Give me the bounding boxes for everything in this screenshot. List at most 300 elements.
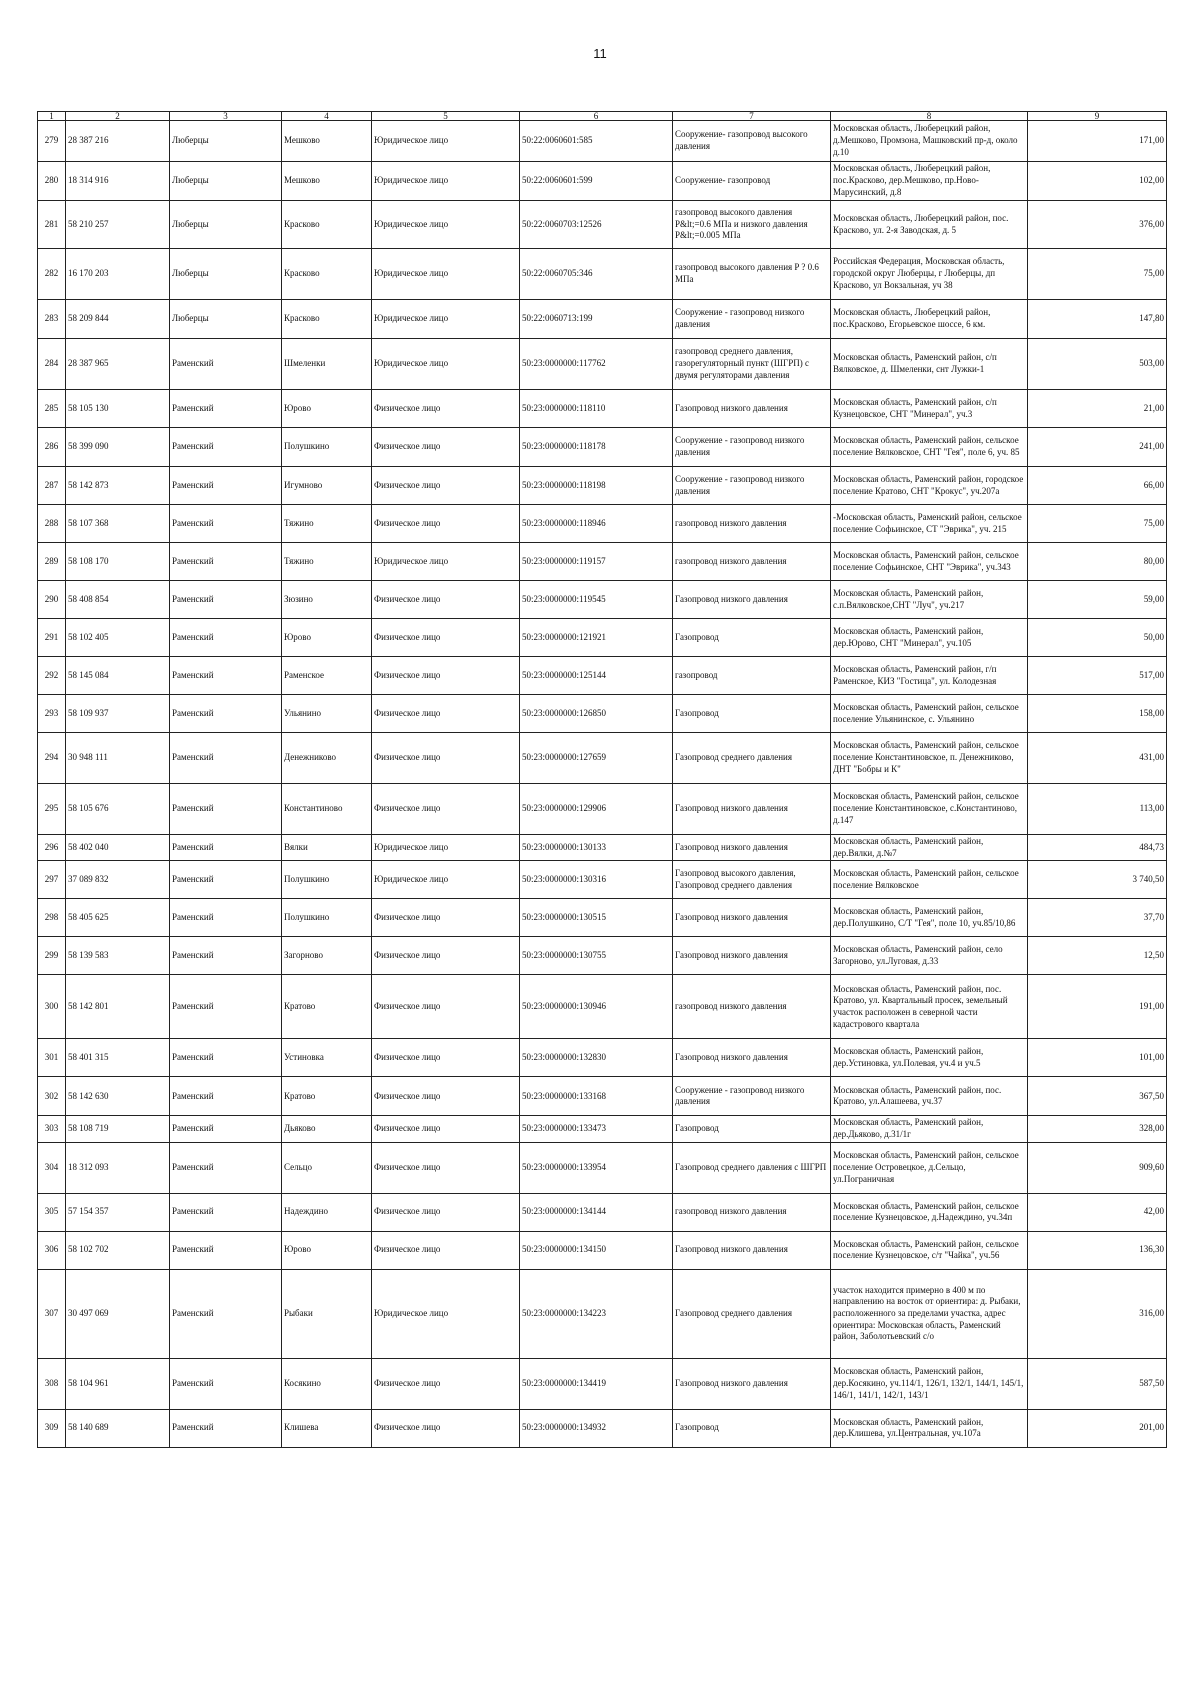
table-row — [38, 162, 1167, 201]
row-number-cell: 283 — [38, 300, 66, 339]
length-value-cell: 431,00 — [1028, 733, 1167, 784]
object-description-cell: Газопровод — [673, 1409, 831, 1447]
okved-code-cell: 58 408 854 — [66, 581, 170, 619]
object-description-cell: Сооружение - газопровод низкого давления — [673, 467, 831, 505]
locality-cell: Полушкино — [282, 428, 372, 467]
okved-code-cell: 37 089 832 — [66, 861, 170, 899]
row-number-cell: 279 — [38, 121, 66, 162]
cadastral-number-cell: 50:23:0000000:130316 — [520, 861, 673, 899]
row-number-cell: 306 — [38, 1231, 66, 1269]
cadastral-number-cell: 50:23:0000000:133168 — [520, 1077, 673, 1116]
locality-cell: Красково — [282, 249, 372, 300]
length-value-cell: 587,50 — [1028, 1358, 1167, 1409]
district-cell: Раменский — [170, 695, 282, 733]
cadastral-number-cell: 50:23:0000000:118198 — [520, 467, 673, 505]
locality-cell: Красково — [282, 300, 372, 339]
cadastral-number-cell: 50:22:0060703:12526 — [520, 201, 673, 249]
table-row — [38, 695, 1167, 733]
object-description-cell: Газопровод низкого давления — [673, 937, 831, 975]
object-description-cell: Газопровод среднего давления с ШГРП — [673, 1142, 831, 1193]
okved-code-cell: 58 405 625 — [66, 899, 170, 937]
address-cell: Московская область, Раменский район, с.п.Вялковское,СНТ "Луч", уч.217 — [831, 581, 1028, 619]
table-row — [38, 581, 1167, 619]
length-value-cell: 241,00 — [1028, 428, 1167, 467]
table-row — [38, 657, 1167, 695]
row-number-cell: 305 — [38, 1193, 66, 1231]
address-cell: Московская область, Раменский район, дер.Устиновка, ул.Полевая, уч.4 и уч.5 — [831, 1039, 1028, 1077]
address-cell: Московская область, Люберецкий район, д.Мешково, Промзона, Машковский пр-д, около д.10 — [831, 121, 1028, 162]
okved-code-cell: 28 387 965 — [66, 339, 170, 390]
cadastral-number-cell: 50:23:0000000:126850 — [520, 695, 673, 733]
address-cell: Московская область, Раменский район, дер.Вялки, д.№7 — [831, 835, 1028, 861]
column-number-header-row — [38, 112, 1167, 121]
length-value-cell: 101,00 — [1028, 1039, 1167, 1077]
length-value-cell: 147,80 — [1028, 300, 1167, 339]
locality-cell: Юрово — [282, 1231, 372, 1269]
cadastral-number-cell: 50:23:0000000:134223 — [520, 1269, 673, 1358]
length-value-cell: 37,70 — [1028, 899, 1167, 937]
owner-type-cell: Физическое лицо — [372, 733, 520, 784]
owner-type-cell: Физическое лицо — [372, 390, 520, 428]
row-number-cell: 281 — [38, 201, 66, 249]
row-number-cell: 291 — [38, 619, 66, 657]
district-cell: Люберцы — [170, 162, 282, 201]
locality-cell: Юрово — [282, 619, 372, 657]
locality-cell: Игумново — [282, 467, 372, 505]
district-cell: Раменский — [170, 543, 282, 581]
length-value-cell: 42,00 — [1028, 1193, 1167, 1231]
okved-code-cell: 58 108 719 — [66, 1116, 170, 1142]
cadastral-number-cell: 50:22:0060601:599 — [520, 162, 673, 201]
table-row — [38, 201, 1167, 249]
address-cell: Московская область, Раменский район, сельское поселение Софьинское, СНТ "Эврика", уч.343 — [831, 543, 1028, 581]
object-description-cell: газопровод среднего давления, газорегуляторный пункт (ШГРП) с двумя регуляторами давления — [673, 339, 831, 390]
okved-code-cell: 18 312 093 — [66, 1142, 170, 1193]
table-row — [38, 543, 1167, 581]
object-description-cell: Газопровод среднего давления — [673, 1269, 831, 1358]
okved-code-cell: 58 145 084 — [66, 657, 170, 695]
length-value-cell: 59,00 — [1028, 581, 1167, 619]
row-number-cell: 290 — [38, 581, 66, 619]
row-number-cell: 295 — [38, 784, 66, 835]
cadastral-number-cell: 50:23:0000000:134150 — [520, 1231, 673, 1269]
owner-type-cell: Физическое лицо — [372, 428, 520, 467]
owner-type-cell: Физическое лицо — [372, 1039, 520, 1077]
address-cell: Московская область, Раменский район, сельское поселение Островецкое, д.Сельцо, ул.Пограничная — [831, 1142, 1028, 1193]
owner-type-cell: Физическое лицо — [372, 505, 520, 543]
object-description-cell: газопровод низкого давления — [673, 543, 831, 581]
owner-type-cell: Физическое лицо — [372, 1358, 520, 1409]
locality-cell: Шмеленки — [282, 339, 372, 390]
row-number-cell: 303 — [38, 1116, 66, 1142]
object-description-cell: Газопровод — [673, 1116, 831, 1142]
owner-type-cell: Юридическое лицо — [372, 543, 520, 581]
district-cell: Раменский — [170, 1142, 282, 1193]
table-row — [38, 899, 1167, 937]
object-description-cell: Газопровод — [673, 619, 831, 657]
table-row — [38, 390, 1167, 428]
owner-type-cell: Юридическое лицо — [372, 201, 520, 249]
column-header: 3 — [170, 112, 282, 121]
owner-type-cell: Физическое лицо — [372, 1077, 520, 1116]
address-cell: Московская область, Раменский район, с/п Кузнецовское, СНТ "Минерал", уч.3 — [831, 390, 1028, 428]
cadastral-number-cell: 50:23:0000000:129906 — [520, 784, 673, 835]
district-cell: Раменский — [170, 1193, 282, 1231]
district-cell: Раменский — [170, 975, 282, 1039]
locality-cell: Надеждино — [282, 1193, 372, 1231]
table-row — [38, 1409, 1167, 1447]
object-description-cell: Сооружение- газопровод высокого давления — [673, 121, 831, 162]
table-row — [38, 1039, 1167, 1077]
district-cell: Люберцы — [170, 121, 282, 162]
column-header: 5 — [372, 112, 520, 121]
object-description-cell: Газопровод высокого давления, Газопровод среднего давления — [673, 861, 831, 899]
length-value-cell: 517,00 — [1028, 657, 1167, 695]
address-cell: Московская область, Раменский район, сельское поселение Вялковское — [831, 861, 1028, 899]
okved-code-cell: 58 104 961 — [66, 1358, 170, 1409]
length-value-cell: 171,00 — [1028, 121, 1167, 162]
cadastral-number-cell: 50:23:0000000:130515 — [520, 899, 673, 937]
district-cell: Раменский — [170, 899, 282, 937]
district-cell: Раменский — [170, 733, 282, 784]
locality-cell: Загорново — [282, 937, 372, 975]
owner-type-cell: Физическое лицо — [372, 899, 520, 937]
owner-type-cell: Физическое лицо — [372, 1409, 520, 1447]
owner-type-cell: Юридическое лицо — [372, 861, 520, 899]
table-row — [38, 1116, 1167, 1142]
table-row — [38, 619, 1167, 657]
district-cell: Раменский — [170, 428, 282, 467]
length-value-cell: 328,00 — [1028, 1116, 1167, 1142]
district-cell: Раменский — [170, 505, 282, 543]
object-description-cell: Сооружение - газопровод низкого давления — [673, 300, 831, 339]
cadastral-number-cell: 50:23:0000000:130133 — [520, 835, 673, 861]
object-description-cell: Сооружение - газопровод низкого давления — [673, 1077, 831, 1116]
district-cell: Люберцы — [170, 249, 282, 300]
owner-type-cell: Физическое лицо — [372, 937, 520, 975]
okved-code-cell: 58 402 040 — [66, 835, 170, 861]
okved-code-cell: 58 142 873 — [66, 467, 170, 505]
okved-code-cell: 58 401 315 — [66, 1039, 170, 1077]
object-description-cell: Сооружение - газопровод низкого давления — [673, 428, 831, 467]
district-cell: Раменский — [170, 581, 282, 619]
owner-type-cell: Физическое лицо — [372, 619, 520, 657]
row-number-cell: 286 — [38, 428, 66, 467]
column-header: 6 — [520, 112, 673, 121]
row-number-cell: 297 — [38, 861, 66, 899]
locality-cell: Вялки — [282, 835, 372, 861]
locality-cell: Мешково — [282, 162, 372, 201]
district-cell: Раменский — [170, 467, 282, 505]
address-cell: Московская область, Раменский район, пос. Кратово, ул. Квартальный просек, земельный участок расположен в северной части кадастрового квартала — [831, 975, 1028, 1039]
locality-cell: Денежниково — [282, 733, 372, 784]
district-cell: Раменский — [170, 784, 282, 835]
row-number-cell: 299 — [38, 937, 66, 975]
length-value-cell: 21,00 — [1028, 390, 1167, 428]
table-row — [38, 1142, 1167, 1193]
district-cell: Раменский — [170, 619, 282, 657]
okved-code-cell: 58 102 405 — [66, 619, 170, 657]
object-description-cell: газопровод низкого давления — [673, 505, 831, 543]
cadastral-number-cell: 50:23:0000000:125144 — [520, 657, 673, 695]
district-cell: Раменский — [170, 861, 282, 899]
cadastral-number-cell: 50:23:0000000:134932 — [520, 1409, 673, 1447]
okved-code-cell: 18 314 916 — [66, 162, 170, 201]
column-header: 1 — [38, 112, 66, 121]
owner-type-cell: Юридическое лицо — [372, 835, 520, 861]
address-cell: Московская область, Раменский район, городское поселение Кратово, СНТ "Крокус", уч.207а — [831, 467, 1028, 505]
row-number-cell: 289 — [38, 543, 66, 581]
cadastral-number-cell: 50:23:0000000:134144 — [520, 1193, 673, 1231]
locality-cell: Устиновка — [282, 1039, 372, 1077]
object-description-cell: Газопровод низкого давления — [673, 1358, 831, 1409]
table-row — [38, 300, 1167, 339]
row-number-cell: 301 — [38, 1039, 66, 1077]
address-cell: Московская область, Раменский район, сельское поселение Ульянинское, с. Ульянино — [831, 695, 1028, 733]
okved-code-cell: 58 105 130 — [66, 390, 170, 428]
address-cell: Московская область, Люберецкий район, пос.Красково, дер.Мешково, пр.Ново-Марусинский, д.8 — [831, 162, 1028, 201]
address-cell: Московская область, Раменский район, сельское поселение Константиновское, с.Константиново, д.147 — [831, 784, 1028, 835]
okved-code-cell: 58 210 257 — [66, 201, 170, 249]
row-number-cell: 298 — [38, 899, 66, 937]
length-value-cell: 80,00 — [1028, 543, 1167, 581]
address-cell: Московская область, Раменский район, сельское поселение Кузнецовское, д.Надеждино, уч.34п — [831, 1193, 1028, 1231]
locality-cell: Раменское — [282, 657, 372, 695]
row-number-cell: 294 — [38, 733, 66, 784]
row-number-cell: 296 — [38, 835, 66, 861]
register-table-body — [38, 112, 1167, 1448]
object-description-cell: газопровод низкого давления — [673, 975, 831, 1039]
district-cell: Раменский — [170, 1409, 282, 1447]
cadastral-number-cell: 50:23:0000000:118946 — [520, 505, 673, 543]
length-value-cell: 75,00 — [1028, 249, 1167, 300]
okved-code-cell: 28 387 216 — [66, 121, 170, 162]
cadastral-number-cell: 50:23:0000000:134419 — [520, 1358, 673, 1409]
locality-cell: Зюзино — [282, 581, 372, 619]
owner-type-cell: Физическое лицо — [372, 1142, 520, 1193]
locality-cell: Рыбаки — [282, 1269, 372, 1358]
cadastral-number-cell: 50:23:0000000:127659 — [520, 733, 673, 784]
length-value-cell: 50,00 — [1028, 619, 1167, 657]
locality-cell: Ульянино — [282, 695, 372, 733]
address-cell: Московская область, Люберецкий район, пос. Красково, ул. 2-я Заводская, д. 5 — [831, 201, 1028, 249]
locality-cell: Тяжино — [282, 505, 372, 543]
okved-code-cell: 30 497 069 — [66, 1269, 170, 1358]
table-row — [38, 1269, 1167, 1358]
object-description-cell: Газопровод низкого давления — [673, 1039, 831, 1077]
length-value-cell: 909,60 — [1028, 1142, 1167, 1193]
column-header: 9 — [1028, 112, 1167, 121]
owner-type-cell: Физическое лицо — [372, 695, 520, 733]
district-cell: Раменский — [170, 937, 282, 975]
district-cell: Раменский — [170, 1231, 282, 1269]
address-cell: Московская область, Раменский район, сельское поселение Константиновское, п. Денежниково, ДНТ "Бобры и К" — [831, 733, 1028, 784]
okved-code-cell: 58 209 844 — [66, 300, 170, 339]
object-description-cell: Газопровод низкого давления — [673, 390, 831, 428]
district-cell: Раменский — [170, 339, 282, 390]
district-cell: Раменский — [170, 390, 282, 428]
owner-type-cell: Юридическое лицо — [372, 300, 520, 339]
owner-type-cell: Юридическое лицо — [372, 249, 520, 300]
length-value-cell: 503,00 — [1028, 339, 1167, 390]
okved-code-cell: 57 154 357 — [66, 1193, 170, 1231]
length-value-cell: 158,00 — [1028, 695, 1167, 733]
cadastral-number-cell: 50:23:0000000:118110 — [520, 390, 673, 428]
locality-cell: Тяжино — [282, 543, 372, 581]
district-cell: Раменский — [170, 1116, 282, 1142]
address-cell: Российская Федерация, Московская область, городской округ Люберцы, г Люберцы, дп Красково, ул Вокзальная, уч 38 — [831, 249, 1028, 300]
row-number-cell: 308 — [38, 1358, 66, 1409]
column-header: 7 — [673, 112, 831, 121]
cadastral-number-cell: 50:23:0000000:121921 — [520, 619, 673, 657]
object-description-cell: Газопровод низкого давления — [673, 784, 831, 835]
length-value-cell: 102,00 — [1028, 162, 1167, 201]
object-description-cell: газопровод — [673, 657, 831, 695]
owner-type-cell: Физическое лицо — [372, 467, 520, 505]
owner-type-cell: Физическое лицо — [372, 657, 520, 695]
locality-cell: Кратово — [282, 975, 372, 1039]
length-value-cell: 201,00 — [1028, 1409, 1167, 1447]
locality-cell: Юрово — [282, 390, 372, 428]
row-number-cell: 280 — [38, 162, 66, 201]
address-cell: Московская область, Раменский район, г/п Раменское, КИЗ "Гостица", ул. Колодезная — [831, 657, 1028, 695]
locality-cell: Косякино — [282, 1358, 372, 1409]
table-row — [38, 1077, 1167, 1116]
table-row — [38, 975, 1167, 1039]
table-row — [38, 861, 1167, 899]
register-table — [37, 111, 1167, 1448]
address-cell: Московская область, Раменский район, сельское поселение Вялковское, СНТ "Гея", поле 6, уч. 85 — [831, 428, 1028, 467]
cadastral-number-cell: 50:22:0060713:199 — [520, 300, 673, 339]
locality-cell: Сельцо — [282, 1142, 372, 1193]
owner-type-cell: Физическое лицо — [372, 1193, 520, 1231]
table-row — [38, 339, 1167, 390]
address-cell: Московская область, Люберецкий район, пос.Красково, Егорьевское шоссе, 6 км. — [831, 300, 1028, 339]
owner-type-cell: Юридическое лицо — [372, 339, 520, 390]
length-value-cell: 191,00 — [1028, 975, 1167, 1039]
address-cell: Московская область, Раменский район, пос. Кратово, ул.Алашеева, уч.37 — [831, 1077, 1028, 1116]
object-description-cell: Газопровод низкого давления — [673, 835, 831, 861]
okved-code-cell: 58 142 801 — [66, 975, 170, 1039]
district-cell: Раменский — [170, 1269, 282, 1358]
address-cell: -Московская область, Раменский район, сельское поселение Софьинское, СТ "Эврика", уч. 215 — [831, 505, 1028, 543]
district-cell: Раменский — [170, 835, 282, 861]
object-description-cell: газопровод высокого давления P ? 0.6 МПа — [673, 249, 831, 300]
cadastral-number-cell: 50:23:0000000:133954 — [520, 1142, 673, 1193]
row-number-cell: 293 — [38, 695, 66, 733]
table-row — [38, 1193, 1167, 1231]
cadastral-number-cell: 50:23:0000000:130946 — [520, 975, 673, 1039]
cadastral-number-cell: 50:23:0000000:117762 — [520, 339, 673, 390]
table-row — [38, 835, 1167, 861]
table-row — [38, 249, 1167, 300]
owner-type-cell: Физическое лицо — [372, 1116, 520, 1142]
okved-code-cell: 30 948 111 — [66, 733, 170, 784]
address-cell: Московская область, Раменский район, дер.Дьяково, д.31/1г — [831, 1116, 1028, 1142]
address-cell: Московская область, Раменский район, дер.Юрово, СНТ "Минерал", уч.105 — [831, 619, 1028, 657]
district-cell: Раменский — [170, 657, 282, 695]
length-value-cell: 136,30 — [1028, 1231, 1167, 1269]
okved-code-cell: 58 108 170 — [66, 543, 170, 581]
object-description-cell: Газопровод низкого давления — [673, 1231, 831, 1269]
owner-type-cell: Физическое лицо — [372, 784, 520, 835]
okved-code-cell: 58 105 676 — [66, 784, 170, 835]
district-cell: Люберцы — [170, 300, 282, 339]
column-header: 2 — [66, 112, 170, 121]
object-description-cell: газопровод низкого давления — [673, 1193, 831, 1231]
district-cell: Раменский — [170, 1077, 282, 1116]
owner-type-cell: Юридическое лицо — [372, 1269, 520, 1358]
district-cell: Раменский — [170, 1358, 282, 1409]
owner-type-cell: Физическое лицо — [372, 975, 520, 1039]
owner-type-cell: Юридическое лицо — [372, 121, 520, 162]
address-cell: Московская область, Раменский район, дер.Полушкино, С/Т "Гея", поле 10, уч.85/10,86 — [831, 899, 1028, 937]
table-row — [38, 937, 1167, 975]
length-value-cell: 367,50 — [1028, 1077, 1167, 1116]
locality-cell: Константиново — [282, 784, 372, 835]
row-number-cell: 309 — [38, 1409, 66, 1447]
cadastral-number-cell: 50:23:0000000:118178 — [520, 428, 673, 467]
table-row — [38, 1231, 1167, 1269]
column-header: 8 — [831, 112, 1028, 121]
district-cell: Люберцы — [170, 201, 282, 249]
row-number-cell: 287 — [38, 467, 66, 505]
locality-cell: Красково — [282, 201, 372, 249]
table-row — [38, 784, 1167, 835]
cadastral-number-cell: 50:23:0000000:133473 — [520, 1116, 673, 1142]
cadastral-number-cell: 50:23:0000000:130755 — [520, 937, 673, 975]
locality-cell: Дьяково — [282, 1116, 372, 1142]
row-number-cell: 285 — [38, 390, 66, 428]
okved-code-cell: 58 102 702 — [66, 1231, 170, 1269]
object-description-cell: Газопровод низкого давления — [673, 899, 831, 937]
length-value-cell: 75,00 — [1028, 505, 1167, 543]
district-cell: Раменский — [170, 1039, 282, 1077]
table-row — [38, 121, 1167, 162]
locality-cell: Мешково — [282, 121, 372, 162]
row-number-cell: 292 — [38, 657, 66, 695]
object-description-cell: газопровод высокого давления P&lt;=0.6 МПа и низкого давления P&lt;=0.005 МПа — [673, 201, 831, 249]
object-description-cell: Газопровод — [673, 695, 831, 733]
length-value-cell: 376,00 — [1028, 201, 1167, 249]
okved-code-cell: 58 139 583 — [66, 937, 170, 975]
length-value-cell: 316,00 — [1028, 1269, 1167, 1358]
page-number: 11 — [593, 46, 607, 61]
object-description-cell: Газопровод среднего давления — [673, 733, 831, 784]
object-description-cell: Газопровод низкого давления — [673, 581, 831, 619]
address-cell: Московская область, Раменский район, дер.Косякино, уч.114/1, 126/1, 132/1, 144/1, 145/1, 146/1, 141/1, 142/1, 143/1 — [831, 1358, 1028, 1409]
table-row — [38, 505, 1167, 543]
cadastral-number-cell: 50:23:0000000:132830 — [520, 1039, 673, 1077]
length-value-cell: 484,73 — [1028, 835, 1167, 861]
okved-code-cell: 58 140 689 — [66, 1409, 170, 1447]
length-value-cell: 66,00 — [1028, 467, 1167, 505]
row-number-cell: 284 — [38, 339, 66, 390]
column-header: 4 — [282, 112, 372, 121]
cadastral-number-cell: 50:22:0060601:585 — [520, 121, 673, 162]
cadastral-number-cell: 50:23:0000000:119545 — [520, 581, 673, 619]
row-number-cell: 307 — [38, 1269, 66, 1358]
locality-cell: Кратово — [282, 1077, 372, 1116]
row-number-cell: 288 — [38, 505, 66, 543]
locality-cell: Полушкино — [282, 861, 372, 899]
cadastral-number-cell: 50:22:0060705:346 — [520, 249, 673, 300]
table-row — [38, 733, 1167, 784]
okved-code-cell: 58 142 630 — [66, 1077, 170, 1116]
locality-cell: Полушкино — [282, 899, 372, 937]
owner-type-cell: Юридическое лицо — [372, 162, 520, 201]
row-number-cell: 304 — [38, 1142, 66, 1193]
